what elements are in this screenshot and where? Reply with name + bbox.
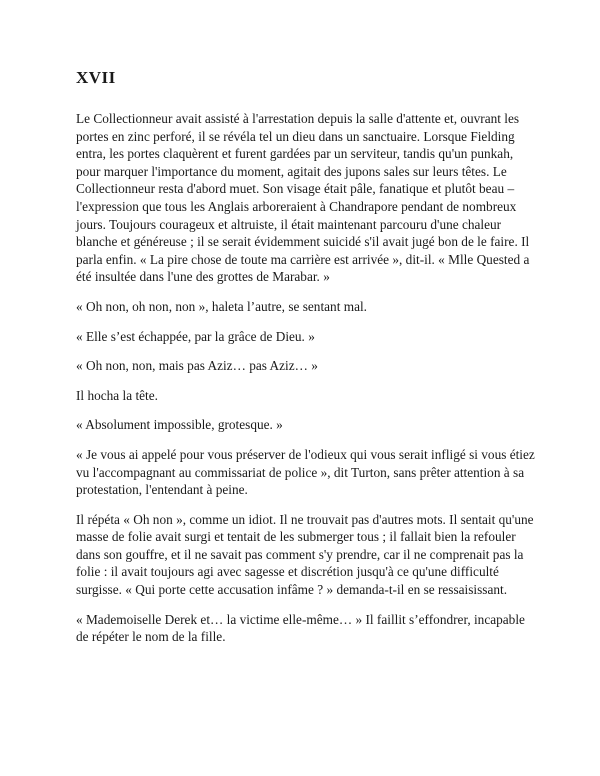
paragraph: Il hocha la tête. <box>76 387 158 403</box>
document-body <box>76 68 536 658</box>
paragraph: « Oh non, oh non, non », haleta l’autre, se sentant mal. <box>76 298 367 314</box>
paragraph: Le Collectionneur avait assisté à l'arrestation depuis la salle d'attente et, ouvrant les portes en zinc perforé, il se révéla tel un dieu dans un sanctuaire. Lorsque Fielding entra, les portes claquèrent et furent gardées par un serviteur, tandis qu'un punkah, pour marquer l'importance du moment, agitait des jupons sales sur leurs têtes. Le Collectionneur resta d'abord muet. Son visage était pâle, fanatique et plutôt beau – l'expression que tous les Anglais arboreraient à Chandrapore pendant de nombreux jours. Toujours courageux et altruiste, il était maintenant parcouru d'une chaleur blanche et généreuse ; il se serait évidemment suicidé s'il avait jugé bon de le faire. Il parla enfin. « La pire chose de toute ma carrière est arrivée », dit-il. « Mlle Quested a été insultée dans l'une des grottes de Marabar. » <box>76 111 530 285</box>
paragraph: « Je vous ai appelé pour vous préserver de l'odieux qui vous serait infligé si vous étiez vu l'accompagnant au commissariat de police », dit Turton, sans prêter attention à sa protestation, l'entendant à peine. <box>76 446 535 498</box>
paragraph: « Oh non, non, mais pas Aziz… pas Aziz… » <box>76 358 318 374</box>
paragraph: « Elle s’est échappée, par la grâce de Dieu. » <box>76 328 315 344</box>
paragraph: « Absolument impossible, grotesque. » <box>76 417 283 433</box>
paragraph: Il répéta « Oh non », comme un idiot. Il ne trouvait pas d'autres mots. Il sentait qu'une masse de folie avait surgi et tentait de les submerger tous ; il fallait bien la refouler dans son gouffre, et il ne savait pas comment s'y prendre, car il ne comprenait pas la folie : il avait toujours agi avec sagesse et discrétion jusqu'à ce qu'une difficulté surgisse. « Qui porte cette accusation infâme ? » demanda-t-il en se ressaisissant. <box>76 511 534 598</box>
paragraph: « Mademoiselle Derek et… la victime elle-même… » Il faillit s’effondrer, incapable de répéter le nom de la fille. <box>76 611 525 645</box>
chapter-heading: XVII <box>76 68 116 87</box>
